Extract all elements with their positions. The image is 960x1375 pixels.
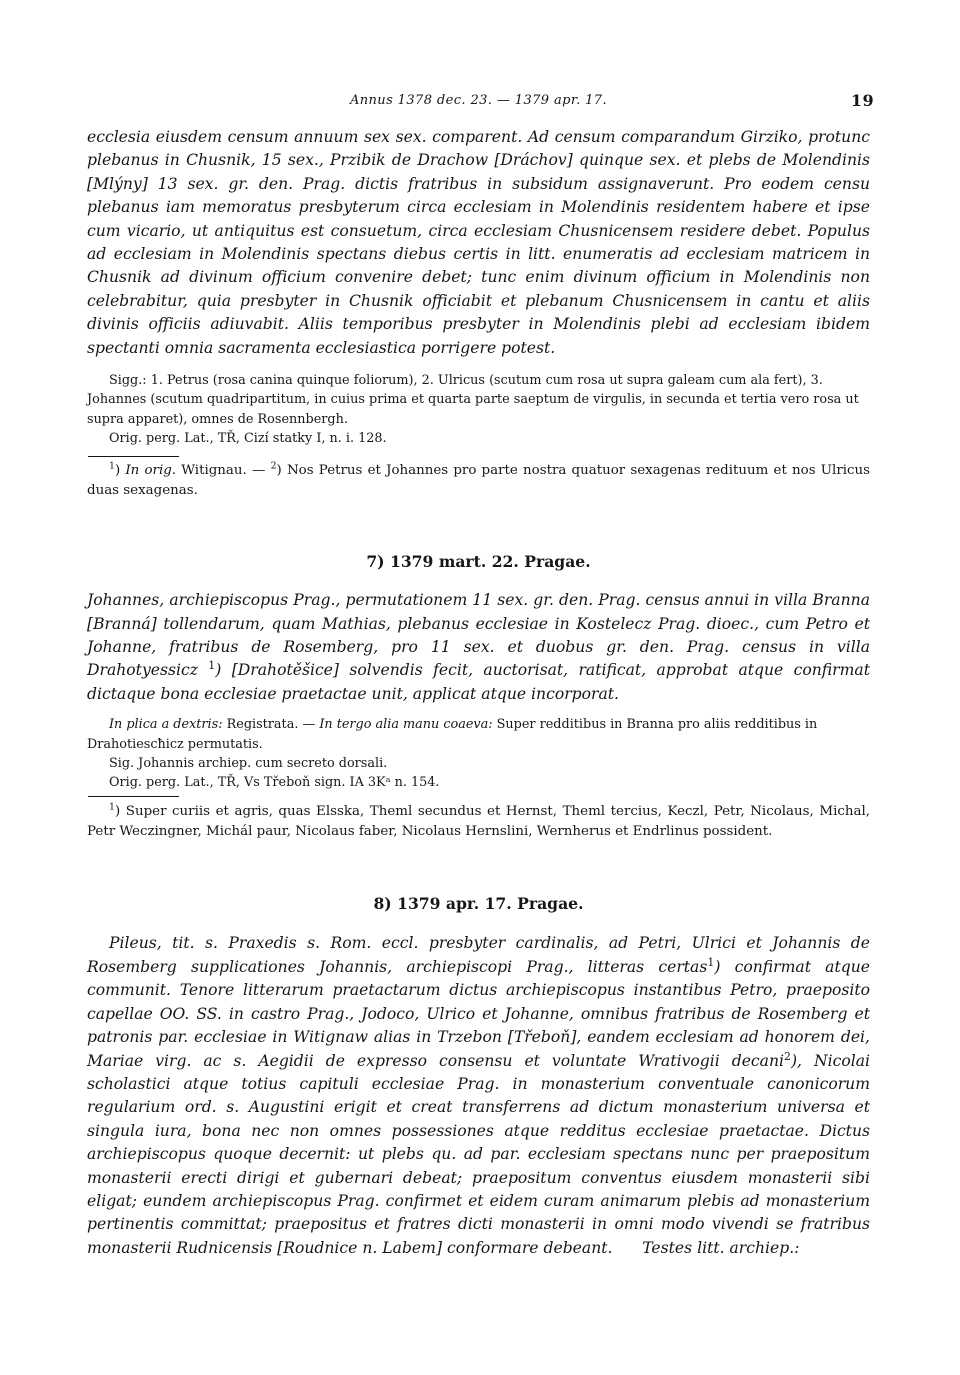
footnote-text: Super curiis et agris, quas Elsska, Theml secundus et Hernst, Theml tercius, Keczl, Petr, Nicolaus, Michal, Petr Weczingner, Michál paur, Nicolaus faber, Nicolaus Hernslini, Wernherus et Endrlinus possident. [87,804,870,840]
regest-text: Pileus, tit. s. Praxedis s. Rom. eccl. presbyter cardinalis, ad Petri, Ulrici et Johannis de Rosemberg supplicationes Johannis, archiepiscopi Prag., litteras certas [87,934,870,976]
archival-source-7: Orig. perg. Lat., TŘ, Vs Třeboň sign. IA 3Kᵃ n. 154. [109,775,440,791]
footnote-mark: 1 [109,802,115,813]
footnote-label: In orig. [125,463,177,479]
footnote-mark: 1 [208,659,216,673]
section-heading-8: 8) 1379 apr. 17. Pragae. [373,894,584,914]
note-label: In plica a dextris: [109,717,223,733]
footnote-text: Witignau. — [181,463,266,479]
note-text: Registrata. — [226,717,316,733]
regest-text: ) confirmat atque communit. Tenore litterarum praetactarum dictus archiepiscopus instantibus Petro, praeposito capellae OO. SS. in castro Prag., Jodoco, Ulrico et Johanne, omnibus fratribus de Rosemberg et patronis par. ecclesiae in Witignaw alias in Trzebon [Třeboň], eandem ecclesiam ad honorem dei, Mariae virg. ac s. Aegidii de expresso consensu et voluntate Wrativogii decani [87,957,870,1070]
footnotes-block1: $^1$) In orig. Witignau. — $^2$) Nos Petrus et Johannes pro parte nostra quatuor sexagenas redituum et nos Ulricus duas sexagenas. [87,460,871,499]
regest-text: ), Nicolai scholastici atque totius capituli ecclesiae Prag. in monasterium conventuale canonicorum regularium ord. s. Augustini erigit et creat transferrens ad dictum monasterium universa et singula iura, bona nec non omnes possessiones atque redditus ecclesiae praetactae. Dictus archiepiscopus quoque decernit: ut plebs qu. ad par. ecclesiam spectans nunc per praepositum monasterii erecti dirigi et gubernari debeat; praepositum conventus eiusdem monasterii sibi eligat; eundem archiepiscopus Prag. confirmet et eidem curam animarum plebis ad monasterium pertinentis committat; praepositus et fratres dicti monasterii in omni modo vivendi se fratribus monasterii Rudnicensis [Roudnice n. Labem] conformare debeant. [87,1051,870,1257]
note-label: In tergo alia manu coaeva: [319,717,493,733]
charter-continuation-text: ecclesia eiusdem censum annuum sex sex. comparent. Ad censum comparandum Girziko, protunc plebanus in Chusnik, 15 sex., Przibik de Drachow [Dráchov] quinque sex. et plebs de Molendinis [Mlýny] 13 sex. gr. den. Prag. dictis fratribus in subsidum assignaverunt. Pro eodem censu plebanus iam memoratus presbyterum circa ecclesiam in Molendinis residentem habere et ipse cum vicario, ut antiquitus est consuetum, circa ecclesiam Chusnicensem residere debet. Populus ad ecclesiam in Molendinis spectans diebus certis in litt. enumeratis ad ecclesiam matricem in Chusnik ad divinum officium convenire debet; tunc enim divinum officium in Molendinis non celebrabitur, quia presbyter in Chusnik officiabit et plebanum Chusnicensem in cantu et aliis divinis officiis adiuvabit. Aliis temporibus presbyter in Molendinis plebi ad ecclesiam ibidem spectanti omnia sacramenta ecclesiastica porrigere potest. [87,128,870,357]
section-heading-7: 7) 1379 mart. 22. Pragae. [366,552,591,572]
running-head-title: Annus 1378 dec. 23. — 1379 apr. 17. [349,93,608,108]
seals-description: Sigg.: 1. Petrus (rosa canina quinque foliorum), 2. Ulricus (scutum cum rosa ut supra galeam cum ala fert), 3. Johannes (scutum quadripartitum, in cuius prima et quarta parte saeptum de virgulis, in secunda et tertia vero rosa ut supra apparet), omnes de Rosennbergh. [87,373,859,427]
footnote-mark: 1 [707,955,715,969]
footnote-mark: 1 [109,460,115,472]
page-number: 19 [850,91,874,110]
regest-text: Testes litt. archiep.: [642,1238,800,1257]
footnote-mark: 2 [270,460,277,472]
footnote-text: Nos Petrus et Johannes pro parte nostra quatuor sexagenas redituum et nos Ulricus duas sexagenas. [87,463,871,499]
seal-description-7: Sig. Johannis archiep. cum secreto dorsali. [109,755,388,771]
regest-text: [Drahotěšice] solvendis fecit, auctorisat, ratificat, approbat atque confirmat dictaque bona ecclesiae praetactae unit, applicat atque incorporat. [87,661,870,703]
endorsement-notes-7 [87,715,870,754]
running-head [87,88,874,114]
regest-text-7: Johannes, archiepiscopus Prag., permutationem 11 sex. gr. den. Prag. census annui in villa Branna [Branná] tollendarum, quam Mathias, plebanus ecclesiae in Kostelecz Prag. dioec., cum Petro et Johanne, fratribus de Rosemberg, pro 11 sex. et duobus gr. den. Prag. census in villa Drahotyessicz $^1$) [Drahotěšice] solvendis fecit, auctorisat, ratificat, approbat atque confirmat dictaque bona ecclesiae praetactae unit, applicat atque incorporat. [87,591,870,703]
footnote-7: $^1$) Super curiis et agris, quas Elsska, Theml secundus et Hernst, Theml tercius, Keczl, Petr, Nicolaus, Michal, Petr Weczingner, Michál paur, Nicolaus faber, Nicolaus Hernslini, Wernherus et Endrlinus possident. [87,802,870,840]
regest-text-8 [87,932,870,1260]
regest-text: Johannes, archiepiscopus Prag., permutationem 11 sex. gr. den. Prag. census annui in villa Branna [Branná] tollendarum, quam Mathias, plebanus ecclesiae in Kostelecz Prag. dioec., cum Petro et Johanne, fratribus de Rosemberg, pro 11 sex. et duobus gr. den. Prag. census in villa Drahotyessicz [87,591,870,680]
archival-source: Orig. perg. Lat., TŘ, Cizí statky I, n. i. 128. [109,430,387,446]
footnote-mark: 2 [783,1049,791,1063]
note-text: Super redditibus in Branna pro aliis redditibus in Drahotiescħicz permutatis. [87,717,818,752]
